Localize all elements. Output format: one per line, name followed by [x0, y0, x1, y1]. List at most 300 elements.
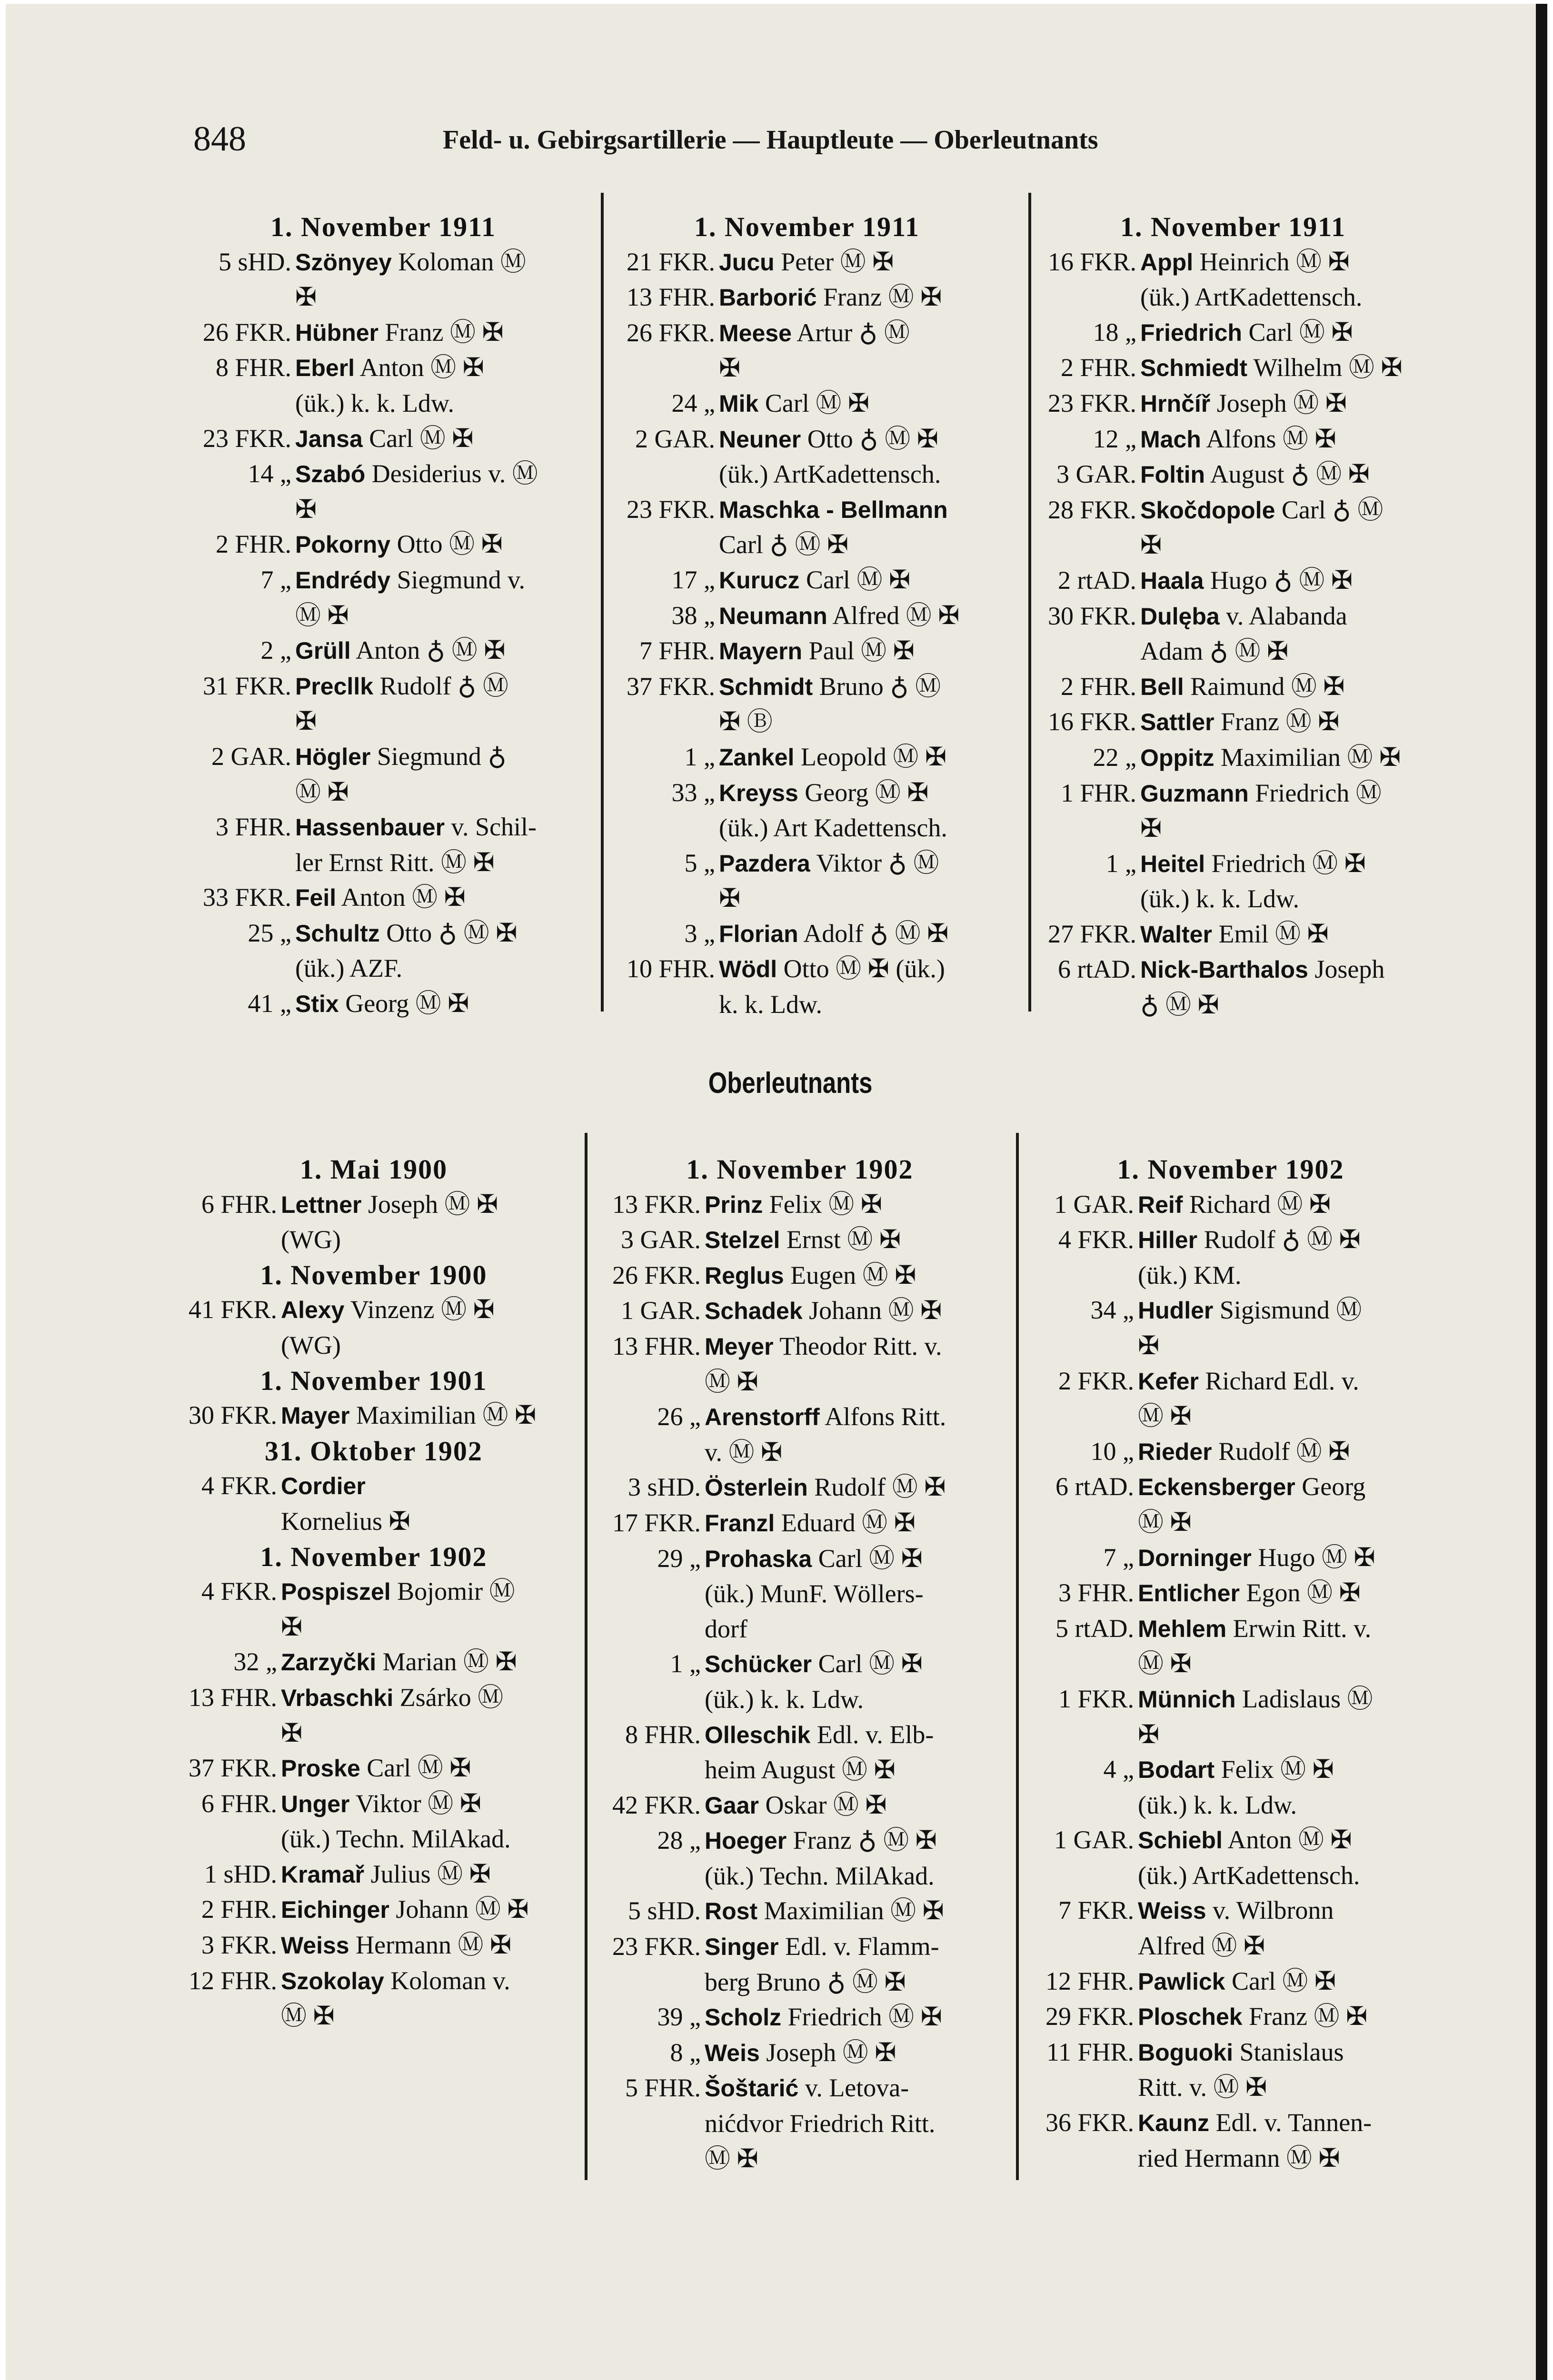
officer-details: Carl Ⓜ ✠: [1231, 1966, 1336, 1995]
officer-surname: Schücker: [705, 1651, 812, 1678]
officer-surname: Mayer: [281, 1402, 350, 1429]
officer-details: Georg: [1302, 1472, 1366, 1501]
officer-details: Carl Ⓜ ✠: [818, 1544, 923, 1573]
officer-surname: Pawlick: [1138, 1968, 1225, 1995]
officer-entry: [590, 1929, 1009, 1965]
unit-number: 14 „: [248, 459, 291, 488]
officer-surname: Šoštarić: [705, 2075, 799, 2102]
officer-entry: [1026, 350, 1440, 386]
officer-details: Carl Ⓜ ✠: [367, 1754, 471, 1783]
unit-number: 13 FHR.: [612, 1331, 701, 1360]
officer-surname: Wödl: [719, 956, 777, 983]
officer-surname: Kramař: [281, 1861, 365, 1888]
unit-number: 33 FKR.: [202, 883, 291, 912]
officer-details: Edl. v. Flamm-: [785, 1932, 939, 1961]
unit-number: 39 „: [657, 2003, 701, 2032]
officer-entry: [167, 1574, 581, 1610]
officer-surname: Nick-Barthalos: [1140, 956, 1308, 983]
oberleutnants-column-1: [167, 1152, 581, 2034]
officer-entry: [181, 350, 586, 386]
officer-details: Franz Ⓜ ✠: [385, 317, 504, 347]
entry-continuation: Ⓜ ✠: [1138, 1649, 1192, 1678]
officer-details: Joseph Ⓜ ✠: [1216, 388, 1347, 417]
officer-details: Friedrich Ⓜ ✠: [1211, 849, 1366, 878]
officer-entry: [1024, 1752, 1438, 1788]
entry-continuation: ✠: [295, 707, 317, 736]
officer-details: Hugo ♁ Ⓜ ✠: [1210, 565, 1353, 595]
officer-entry: [605, 280, 1009, 316]
unit-number: 5 „: [684, 848, 715, 877]
officer-surname: Weiss: [281, 1932, 349, 1959]
officer-entry: [181, 527, 586, 563]
officer-entry: [1024, 1964, 1438, 2000]
officer-surname: Skočdopole: [1140, 496, 1275, 524]
entry-continuation: heim August Ⓜ ✠: [705, 1755, 896, 1785]
officer-details: Carl ♁ Ⓜ: [1281, 495, 1384, 524]
unit-number: 30 FKR.: [188, 1401, 277, 1430]
officer-entry: [1026, 245, 1440, 280]
unit-number: 26 FKR.: [202, 317, 291, 347]
unit-number: 26 FKR.: [612, 1260, 701, 1289]
date-heading: 1. November 1911: [270, 211, 496, 242]
officer-surname: Jansa: [295, 425, 363, 452]
entry-continuation: Ritt. v. Ⓜ ✠: [1138, 2073, 1267, 2102]
entry-continuation: Ⓜ ✠: [705, 2144, 758, 2173]
officer-entry: [181, 986, 586, 1022]
unit-number: 1 „: [1105, 849, 1136, 878]
entry-continuation: berg Bruno ♁ Ⓜ ✠: [705, 1967, 906, 1996]
unit-number: 34 „: [1090, 1296, 1134, 1325]
officer-entry: [1024, 1893, 1438, 1929]
entry-continuation: Kornelius ✠: [281, 1507, 410, 1536]
officer-details: Franz Ⓜ ✠: [823, 283, 942, 312]
officer-entry: [590, 1222, 1009, 1258]
entry-continuation: Ⓜ ✠: [295, 777, 349, 806]
officer-details: Zsárko Ⓜ: [399, 1683, 504, 1712]
officer-surname: Hoeger: [705, 1827, 787, 1854]
unit-number: 10 FHR.: [626, 954, 715, 983]
unit-number: 2 FHR.: [201, 1895, 277, 1924]
officer-surname: Prohaska: [705, 1545, 812, 1572]
column-rule: [1016, 1133, 1019, 2180]
unit-number: 3 FKR.: [201, 1931, 277, 1960]
officer-details: Anton ♁ Ⓜ ✠: [356, 636, 506, 665]
entry-continuation: Ⓜ ✠: [705, 1367, 758, 1396]
unit-number: 5 FHR.: [625, 2073, 701, 2102]
officer-details: Marian Ⓜ ✠: [382, 1647, 517, 1676]
entry-continuation: ✠: [281, 1612, 303, 1641]
officer-entry: [167, 1680, 581, 1716]
unit-number: 18 „: [1093, 317, 1136, 347]
officer-surname: Guzmann: [1140, 780, 1249, 807]
unit-number: 29 „: [657, 1544, 701, 1573]
officer-details: Raimund Ⓜ ✠: [1190, 672, 1345, 701]
officer-details: v. Wilbronn: [1213, 1896, 1334, 1925]
unit-number: 6 FHR.: [201, 1190, 277, 1219]
officer-surname: Franzl: [705, 1509, 775, 1537]
officer-surname: Eichinger: [281, 1896, 389, 1924]
unit-number: 26 „: [657, 1402, 701, 1431]
officer-surname: Appl: [1140, 248, 1194, 276]
unit-number: 6 rtAD.: [1058, 955, 1136, 984]
officer-entry: [1026, 563, 1440, 599]
officer-entry: [590, 1646, 1009, 1682]
officer-entry: [590, 2071, 1009, 2106]
unit-number: 8 „: [670, 2038, 701, 2067]
officer-surname: Rieder: [1138, 1438, 1212, 1465]
unit-number: 33 „: [671, 778, 715, 807]
entry-continuation: (ük.) KM.: [1138, 1260, 1242, 1289]
officer-details: Maximilian Ⓜ ✠: [764, 1896, 944, 1925]
officer-surname: Münnich: [1138, 1686, 1236, 1713]
entry-continuation: Ⓜ ✠: [1138, 1402, 1192, 1431]
unit-number: 24 „: [671, 388, 715, 417]
officer-entry: [1026, 952, 1440, 988]
officer-surname: Arenstorff: [705, 1404, 820, 1431]
unit-number: 23 FKR.: [1047, 388, 1136, 417]
officer-details: August ♁ Ⓜ ✠: [1210, 460, 1370, 489]
officer-surname: Haala: [1140, 567, 1204, 594]
officer-details: Otto ♁ Ⓜ ✠: [386, 918, 518, 947]
entry-continuation: (ük.) ArtKadettensch.: [1138, 1861, 1360, 1890]
officer-entry: [181, 880, 586, 916]
officer-details: Siegmund ♁: [377, 742, 507, 771]
officer-details: Franz Ⓜ ✠: [1249, 2002, 1368, 2031]
officer-entry: [167, 1292, 581, 1328]
officer-surname: Friedrich: [1140, 319, 1242, 346]
officer-entry: [181, 916, 586, 952]
officer-details: Adolf ♁ Ⓜ ✠: [803, 919, 949, 948]
officer-details: Viktor Ⓜ ✠: [356, 1789, 481, 1818]
unit-number: 4 FKR.: [201, 1577, 277, 1606]
officer-entry: [1026, 386, 1440, 422]
unit-number: 17 „: [671, 565, 715, 594]
officer-details: Franz Ⓜ ✠: [1221, 707, 1340, 736]
officer-surname: Zarzyčki: [281, 1649, 377, 1676]
officer-details: Georg Ⓜ ✠: [805, 778, 929, 807]
entry-continuation: ✠ Ⓑ: [719, 707, 773, 736]
officer-entry: [605, 775, 1009, 811]
officer-entry: [167, 1964, 581, 1999]
entry-continuation: (ük.) k. k. Ldw.: [1138, 1790, 1297, 1819]
officer-surname: Reif: [1138, 1191, 1183, 1218]
officer-details: Rudolf ♁ Ⓜ ✠: [1204, 1225, 1361, 1254]
officer-surname: Dorninger: [1138, 1544, 1252, 1571]
officer-surname: Neumann: [719, 602, 827, 629]
officer-entry: [590, 1717, 1009, 1753]
officer-details: Carl Ⓜ ✠: [765, 388, 870, 417]
officer-surname: Pospiszel: [281, 1578, 391, 1606]
unit-number: 7 FKR.: [1058, 1896, 1134, 1925]
officer-entry: [167, 1928, 581, 1964]
officer-details: Anton Ⓜ ✠: [359, 353, 484, 382]
unit-number: 28 „: [657, 1826, 701, 1855]
officer-surname: Olleschik: [705, 1721, 811, 1748]
unit-number: 2 GAR.: [211, 742, 291, 771]
date-heading: 1. November 1902: [1117, 1154, 1344, 1185]
unit-number: 8 FHR.: [215, 353, 291, 382]
entry-continuation: (ük.) k. k. Ldw.: [295, 388, 454, 417]
entry-continuation: Carl ♁ Ⓜ ✠: [719, 530, 849, 559]
officer-entry: [605, 634, 1009, 669]
officer-details: Bojomir Ⓜ: [397, 1577, 515, 1606]
officer-surname: Scholz: [705, 2004, 782, 2031]
unit-number: 41 „: [248, 989, 291, 1018]
unit-number: 4 „: [1103, 1755, 1134, 1784]
officer-surname: Oppitz: [1140, 744, 1215, 771]
unit-number: 30 FKR.: [1047, 601, 1136, 630]
officer-entry: [590, 1788, 1009, 1824]
officer-entry: [590, 1293, 1009, 1329]
officer-entry: [1024, 2105, 1438, 2141]
officer-surname: Weiss: [1138, 1897, 1206, 1924]
officer-surname: Florian: [719, 920, 798, 947]
officer-entry: [181, 633, 586, 669]
officer-details: v. Alabanda: [1226, 601, 1347, 630]
officer-entry: [1026, 669, 1440, 705]
officer-surname: Boguoki: [1138, 2039, 1233, 2066]
date-heading: 31. Oktober 1902: [265, 1435, 483, 1467]
officer-details: Carl Ⓜ ✠: [369, 424, 474, 453]
officer-details: Viktor ♁ Ⓜ: [816, 848, 939, 877]
unit-number: 37 FKR.: [188, 1754, 277, 1783]
officer-entry: [590, 1187, 1009, 1223]
unit-number: 1 sHD.: [204, 1859, 277, 1888]
entry-continuation: (ük.) Techn. MilAkad.: [705, 1861, 935, 1890]
officer-details: Johann Ⓜ ✠: [809, 1296, 942, 1325]
officer-details: Franz ♁ Ⓜ ✠: [793, 1826, 937, 1855]
officer-entry: [181, 810, 586, 845]
officer-entry: [605, 669, 1009, 705]
officer-details: Rudolf Ⓜ ✠: [814, 1473, 946, 1502]
officer-details: Heinrich Ⓜ ✠: [1199, 247, 1350, 276]
officer-surname: Eckensberger: [1138, 1474, 1295, 1501]
officer-entry: [1026, 917, 1440, 952]
officer-entry: [1026, 740, 1440, 776]
officer-surname: Szokolay: [281, 1967, 384, 1994]
unit-number: 21 FKR.: [626, 247, 715, 276]
entry-continuation: (ük.) k. k. Ldw.: [705, 1685, 864, 1714]
unit-number: 6 rtAD.: [1055, 1472, 1134, 1501]
officer-entry: [167, 1398, 581, 1434]
officer-entry: [1024, 2035, 1438, 2071]
officer-surname: Meyer: [705, 1333, 774, 1360]
unit-number: 1 GAR.: [620, 1296, 701, 1325]
officer-surname: Reglus: [705, 1262, 784, 1289]
officer-surname: Kreyss: [719, 779, 798, 806]
officer-details: Emil Ⓜ ✠: [1218, 919, 1329, 948]
officer-entry: [181, 563, 586, 598]
officer-entry: [1024, 1540, 1438, 1576]
date-heading: 1. November 1902: [686, 1154, 914, 1185]
officer-surname: Foltin: [1140, 461, 1205, 488]
unit-number: 27 FKR.: [1047, 919, 1136, 948]
officer-entry: [1024, 1682, 1438, 1717]
officer-details: Peter Ⓜ ✠: [781, 247, 894, 276]
unit-number: 28 FKR.: [1047, 495, 1136, 524]
officer-details: Anton Ⓜ ✠: [1227, 1825, 1352, 1854]
officer-details: Friedrich Ⓜ ✠: [787, 2003, 942, 2032]
unit-number: 31 FKR.: [202, 671, 291, 700]
officer-entry: [605, 563, 1009, 598]
unit-number: 41 FKR.: [188, 1295, 277, 1324]
officer-surname: Vrbaschki: [281, 1684, 394, 1711]
officer-details: Stanislaus: [1239, 2037, 1344, 2066]
unit-number: 3 sHD.: [627, 1473, 701, 1502]
officer-surname: Schultz: [295, 920, 380, 947]
officer-entry: [167, 1786, 581, 1822]
officer-surname: Alexy: [281, 1297, 345, 1324]
officer-details: Carl Ⓜ ✠: [806, 565, 911, 594]
unit-number: 12 „: [1093, 424, 1136, 453]
unit-number: 8 FHR.: [625, 1720, 701, 1749]
entry-continuation: (WG): [281, 1225, 341, 1254]
officer-details: Ladislaus Ⓜ: [1242, 1684, 1373, 1713]
unit-number: 7 „: [260, 565, 291, 594]
unit-number: 42 FKR.: [612, 1790, 701, 1819]
officer-surname: Schadek: [705, 1298, 803, 1325]
unit-number: 13 FHR.: [188, 1683, 277, 1712]
officer-surname: Rost: [705, 1898, 758, 1925]
unit-number: 2 FHR.: [1060, 672, 1136, 701]
officer-surname: Kaunz: [1138, 2110, 1209, 2137]
officer-surname: Grüll: [295, 637, 351, 664]
officer-entry: [167, 1751, 581, 1786]
officer-details: Wilhelm Ⓜ ✠: [1253, 353, 1403, 382]
officer-entry: [605, 316, 1009, 351]
hauptleute-column-1: [181, 209, 586, 1022]
officer-details: Rudolf ♁ Ⓜ: [379, 671, 508, 700]
officer-details: Oskar Ⓜ ✠: [765, 1790, 887, 1819]
unit-number: 1 GAR.: [1054, 1825, 1134, 1854]
officer-entry: [590, 1470, 1009, 1506]
officer-details: Egon Ⓜ ✠: [1246, 1578, 1361, 1607]
officer-surname: Mach: [1140, 426, 1201, 453]
officer-surname: Ploschek: [1138, 2003, 1243, 2031]
officer-entry: [605, 916, 1009, 952]
officer-entry: [590, 1541, 1009, 1577]
entry-continuation: ♁ Ⓜ ✠: [1140, 991, 1219, 1020]
officer-entry: [1026, 776, 1440, 812]
officer-entry: [605, 952, 1009, 987]
entry-continuation: (ük.) k. k. Ldw.: [1140, 884, 1299, 913]
officer-details: Maximilian Ⓜ ✠: [1221, 743, 1401, 772]
officer-surname: Szönyey: [295, 248, 392, 276]
unit-number: 22 „: [1093, 743, 1136, 772]
officer-entry: [1024, 1576, 1438, 1611]
officer-surname: Endrédy: [295, 566, 391, 594]
officer-details: Alfons Ritt.: [825, 1402, 946, 1431]
officer-details: Koloman Ⓜ: [398, 247, 526, 276]
officer-surname: Kefer: [1138, 1368, 1199, 1395]
page-number: 848: [193, 119, 246, 159]
officer-entry: [1026, 704, 1440, 740]
officer-entry: [590, 1399, 1009, 1435]
date-heading: 1. November 1901: [260, 1365, 488, 1396]
officer-surname: Bell: [1140, 673, 1184, 700]
officer-surname: Lettner: [281, 1191, 362, 1218]
officer-entry: [1024, 1187, 1438, 1223]
hauptleute-column-3: [1026, 209, 1440, 1023]
officer-entry: [605, 422, 1009, 457]
officer-entry: [1026, 457, 1440, 493]
officer-entry: [1026, 315, 1440, 351]
officer-entry: [1026, 846, 1440, 882]
unit-number: 17 FKR.: [612, 1508, 701, 1537]
officer-details: Koloman v.: [390, 1966, 510, 1995]
officer-surname: Precllk: [295, 673, 374, 700]
officer-details: Edl. v. Tannen-: [1215, 2108, 1372, 2137]
column-rule: [601, 193, 604, 1012]
officer-surname: Pokorny: [295, 531, 391, 558]
hauptleute-column-2: [605, 209, 1009, 1022]
officer-surname: Maschka - Bellmann: [719, 496, 948, 523]
officer-surname: Schmidt: [719, 673, 813, 700]
entry-continuation: v. Ⓜ ✠: [705, 1438, 783, 1467]
officer-details: Hugo Ⓜ ✠: [1258, 1543, 1375, 1572]
officer-surname: Singer: [705, 1934, 779, 1961]
officer-details: Artur ♁ Ⓜ: [796, 318, 910, 347]
unit-number: 23 FKR.: [626, 495, 715, 524]
officer-surname: Bodart: [1138, 1756, 1215, 1784]
officer-details: Maximilian Ⓜ ✠: [356, 1401, 537, 1430]
officer-details: Joseph: [1314, 955, 1385, 984]
column-rule: [585, 1133, 587, 2180]
unit-number: 11 FHR.: [1046, 2037, 1134, 2066]
officer-surname: Hiller: [1138, 1227, 1198, 1254]
entry-continuation: (ük.) ArtKadettensch.: [719, 460, 941, 489]
officer-surname: Österlein: [705, 1474, 808, 1501]
oberleutnants-column-2: [590, 1152, 1009, 2176]
date-heading: 1. November 1902: [260, 1541, 488, 1572]
officer-entry: [167, 1187, 581, 1223]
officer-entry: [167, 1892, 581, 1928]
officer-entry: [590, 1894, 1009, 1929]
officer-surname: Schiebl: [1138, 1827, 1223, 1854]
unit-number: 2 FHR.: [215, 530, 291, 559]
officer-entry: [1024, 1293, 1438, 1329]
officer-details: Siegmund v.: [397, 565, 526, 594]
entry-continuation: ✠: [719, 354, 741, 383]
unit-number: 5 sHD.: [218, 247, 291, 276]
officer-details: Carl Ⓜ ✠: [818, 1649, 923, 1678]
unit-number: 16 FKR.: [1047, 707, 1136, 736]
officer-surname: Mayern: [719, 638, 803, 665]
officer-surname: Prinz: [705, 1191, 763, 1218]
running-head: Feld- u. Gebirgsartillerie — Hauptleute — Oberleutnants: [443, 125, 1098, 155]
date-heading: 1. November 1911: [694, 211, 920, 242]
unit-number: 1 „: [684, 742, 715, 771]
officer-surname: Hudler: [1138, 1297, 1214, 1324]
entry-continuation: Ⓜ ✠: [281, 2002, 335, 2031]
officer-entry: [1026, 599, 1440, 635]
unit-number: 2 GAR.: [635, 424, 715, 453]
entry-continuation: Ⓜ ✠: [295, 601, 349, 630]
entry-continuation: ✠: [295, 495, 317, 524]
entry-continuation: ✠: [719, 884, 741, 913]
officer-details: Otto ♁ Ⓜ ✠: [807, 424, 938, 453]
officer-surname: Cordier: [281, 1473, 366, 1500]
officer-details: Bruno ♁ Ⓜ: [819, 672, 941, 701]
entry-continuation: ✠: [1138, 1331, 1160, 1360]
officer-surname: Feil: [295, 884, 337, 912]
officer-details: Otto Ⓜ ✠ (ük.): [783, 954, 945, 983]
unit-number: 2 FHR.: [1060, 353, 1136, 382]
officer-surname: Stelzel: [705, 1227, 780, 1254]
entry-continuation: k. k. Ldw.: [719, 990, 822, 1019]
officer-entry: [1024, 1364, 1438, 1399]
entry-continuation: nićdvor Friedrich Ritt.: [705, 2109, 936, 2138]
